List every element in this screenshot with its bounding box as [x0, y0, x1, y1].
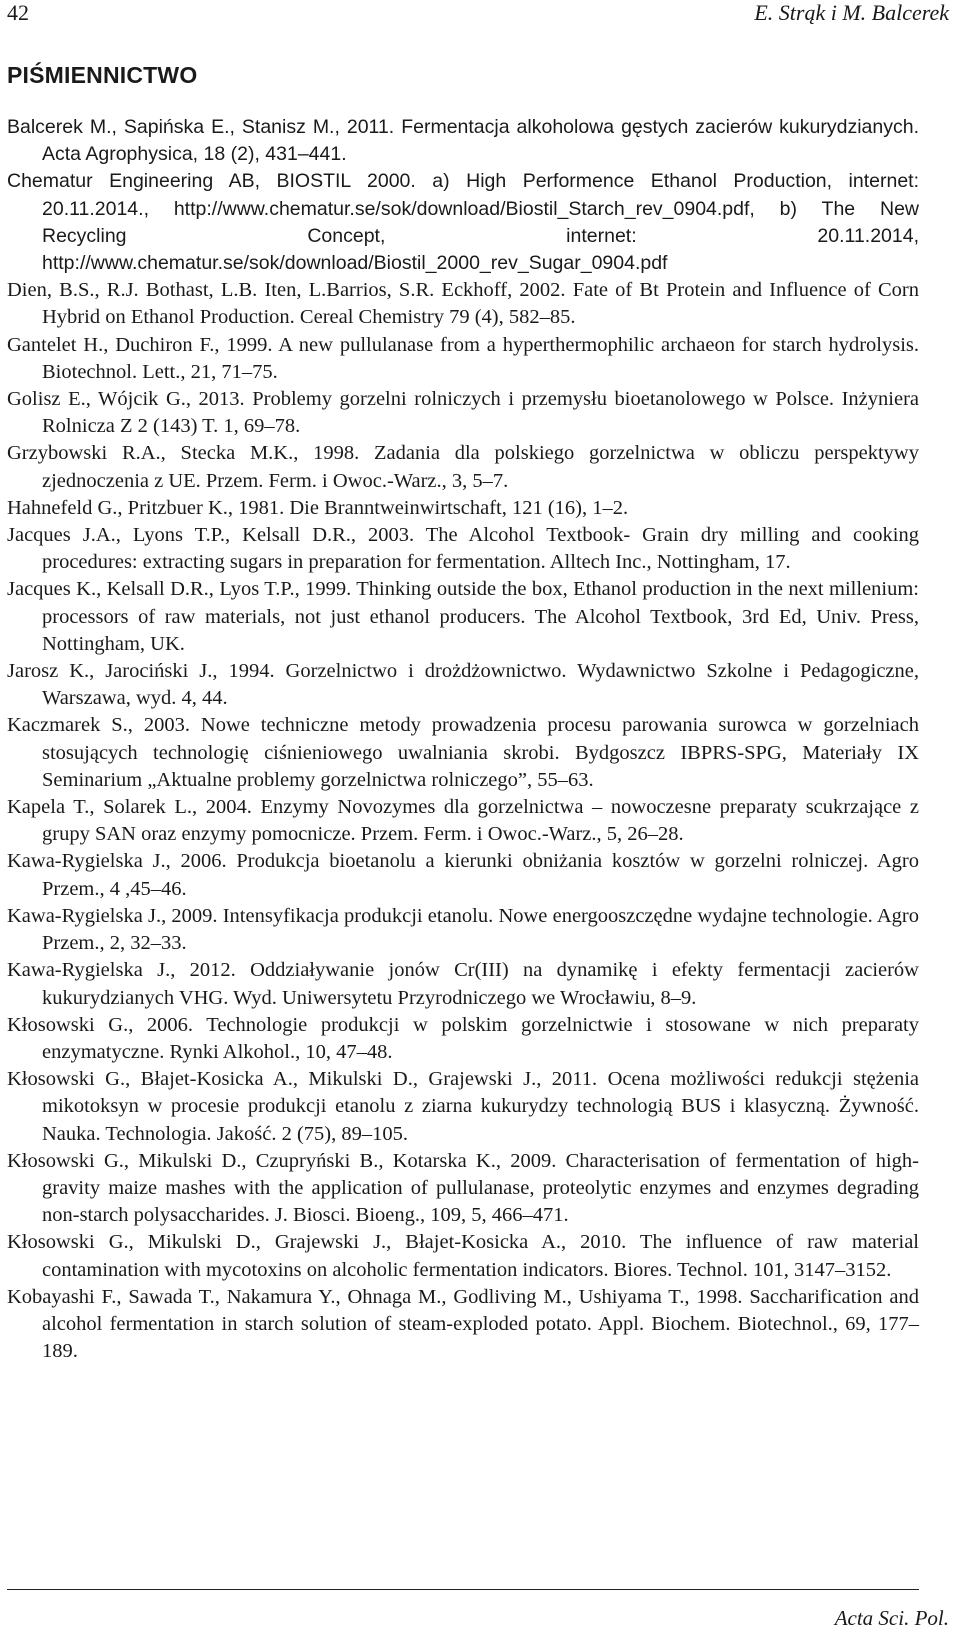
reference-item: Chematur Engineering AB, BIOSTIL 2000. a) High Performence Ethanol Production, internet: 20.11.2014., http://www.chematur.se/sok/download/Biostil_Starch_rev_0904.pdf, b) The New Recycling Concept, internet: 20.11.2014, http://www.chematur.se/sok/download/Biostil_2000_rev_Sugar_0904.pdf: [7, 170, 919, 275]
reference-item: Jacques J.A., Lyons T.P., Kelsall D.R., 2003. The Alcohol Textbook- Grain dry milling and cooking procedures: extracting sugars in preparation for fermentation. Alltech Inc., Nottingham, 17.: [7, 524, 919, 574]
reference-item: Jacques K., Kelsall D.R., Lyos T.P., 1999. Thinking outside the box, Ethanol production in the next millenium: processors of raw materials, not just ethanol producers. The Alcohol Textbook, 3rd Ed, Univ. Press, Nottingham, UK.: [7, 578, 919, 655]
reference-item: Kłosowski G., Mikulski D., Grajewski J., Błajet-Kosicka A., 2010. The influence of raw material contamination with mycotoxins on alcoholic fermentation indicators. Biores. Technol. 101, 3147–3152.: [7, 1231, 919, 1281]
reference-item: Kaczmarek S., 2003. Nowe techniczne metody prowadzenia procesu parowania surowca w gorzelniach stosujących technologię ciśnieniowego uwalniania skrobi. Bydgoszcz IBPRS-SPG, Materiały IX Seminarium „Aktualne problemy gorzelnictwa rolniczego”, 55–63.: [7, 714, 919, 791]
reference-item: Jarosz K., Jarociński J., 1994. Gorzelnictwo i drożdżownictwo. Wydawnictwo Szkolne i Pedagogiczne, Warszawa, wyd. 4, 44.: [7, 660, 919, 710]
running-head-authors: E. Strąk i M. Balcerek: [754, 0, 949, 25]
footer-divider: [7, 1589, 919, 1590]
reference-item: Kłosowski G., 2006. Technologie produkcji w polskim gorzelnictwie i stosowane w nich preparaty enzymatyczne. Rynki Alkohol., 10, 47–48.: [7, 1013, 919, 1063]
reference-item: Grzybowski R.A., Stecka M.K., 1998. Zadania dla polskiego gorzelnictwa w obliczu perspektywy zjednoczenia z UE. Przem. Ferm. i Owoc.-Warz., 3, 5–7.: [7, 442, 919, 492]
reference-item: Balcerek M., Sapińska E., Stanisz M., 2011. Fermentacja alkoholowa gęstych zacierów kukurydzianych. Acta Agrophysica, 18 (2), 431–441.: [7, 116, 919, 166]
reference-item: Hahnefeld G., Pritzbuer K., 1981. Die Branntweinwirtschaft, 121 (16), 1–2.: [7, 496, 629, 519]
reference-item: Kłosowski G., Mikulski D., Czupryński B., Kotarska K., 2009. Characterisation of fermentation of high-gravity maize mashes with the application of pullulanase, proteolytic enzymes and enzymes degrading non-starch polysaccharides. J. Biosci. Bioeng., 109, 5, 466–471.: [7, 1149, 919, 1227]
reference-item: Kawa-Rygielska J., 2009. Intensyfikacja produkcji etanolu. Nowe energooszczędne wydajne technologie. Agro Przem., 2, 32–33.: [7, 904, 919, 955]
reference-item: Kawa-Rygielska J., 2012. Oddziaływanie jonów Cr(III) na dynamikę i efekty fermentacji zacierów kukurydzianych VHG. Wyd. Uniwersytetu Przyrodniczego we Wrocławiu, 8–9.: [7, 959, 919, 1009]
reference-item: Kłosowski G., Błajet-Kosicka A., Mikulski D., Grajewski J., 2011. Ocena możliwości redukcji stężenia mikotoksyn w procesie produkcji etanolu z ziarna kukurydzy technologią BUS i klasyczną. Żywność. Nauka. Technologia. Jakość. 2 (75), 89–105.: [7, 1068, 919, 1145]
reference-item: Kobayashi F., Sawada T., Nakamura Y., Ohnaga M., Godliving M., Ushiyama T., 1998. Saccharification and alcohol fermentation in starch solution of steam-exploded potato. Appl. Biochem. Biotechnol., 69, 177–189.: [7, 1285, 919, 1363]
reference-item: Kapela T., Solarek L., 2004. Enzymy Novozymes dla gorzelnictwa – nowoczesne preparaty scukrzające z grupy SAN oraz enzymy pomocnicze. Przem. Ferm. i Owoc.-Warz., 5, 26–28.: [7, 796, 919, 846]
reference-item: Gantelet H., Duchiron F., 1999. A new pullulanase from a hyperthermophilic archaeon for starch hydrolysis. Biotechnol. Lett., 21, 71–75.: [7, 333, 919, 383]
reference-item: Dien, B.S., R.J. Bothast, L.B. Iten, L.Barrios, S.R. Eckhoff, 2002. Fate of Bt Protein and Influence of Corn Hybrid on Ethanol Production. Cereal Chemistry 79 (4), 582–85.: [7, 279, 919, 329]
page-number: 42: [7, 0, 29, 25]
reference-item: Kawa-Rygielska J., 2006. Produkcja bioetanolu a kierunki obniżania kosztów w gorzelni rolniczej. Agro Przem., 4 ,45–46.: [7, 850, 919, 900]
reference-list: [7, 114, 919, 1365]
reference-item: Golisz E., Wójcik G., 2013. Problemy gorzelni rolniczych i przemysłu bioetanolowego w Polsce. Inżyniera Rolnicza Z 2 (143) T. 1, 69–78.: [7, 388, 919, 438]
footer-journal-name: Acta Sci. Pol.: [834, 1606, 949, 1630]
section-title: PIŚMIENNICTWO: [7, 62, 198, 88]
